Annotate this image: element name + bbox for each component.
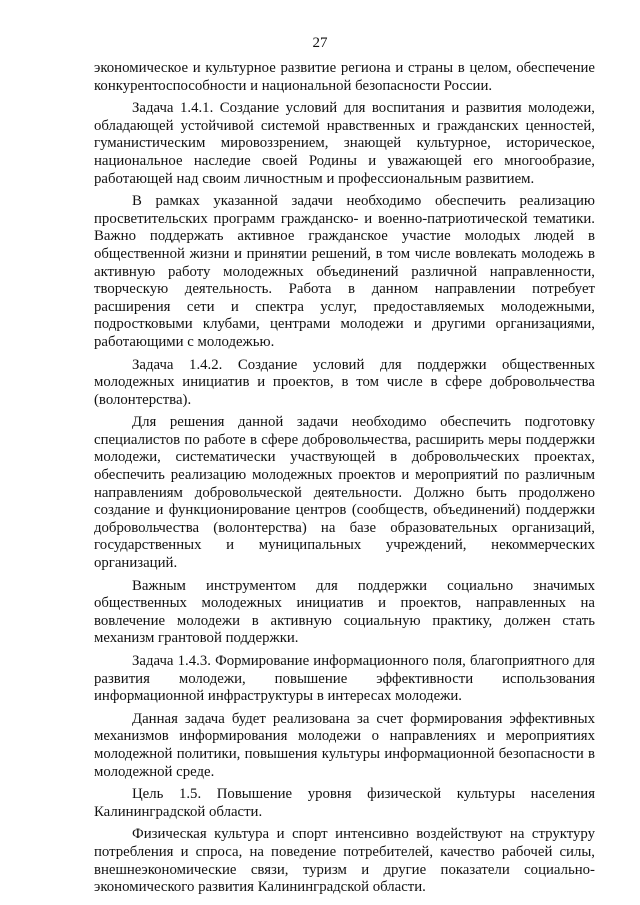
paragraph-continuation: экономическое и культурное развитие региона и страны в целом, обеспечение конкурентоспособности и национальной безопасности России. [94, 60, 595, 94]
page-number: 27 [312, 35, 328, 51]
paragraph-task-1-4-1: Задача 1.4.1. Создание условий для воспитания и развития молодежи, обладающей устойчивой системой нравственных и гражданских ценностей, гуманистическим мировоззрением, знающей культурное, историческое, национальное наследие своей Родины и уважающей его многообразие, работающей над своим личностным и профессиональным развитием. [94, 100, 595, 187]
paragraph-task-1-4-3: Задача 1.4.3. Формирование информационного поля, благоприятного для развития молодежи, повышение эффективности использования информационной инфраструктуры в интересах молодежи. [94, 653, 595, 705]
paragraph-goal-1-5: Цель 1.5. Повышение уровня физической культуры населения Калининградской области. [94, 786, 595, 820]
paragraph-task-1-4-2-details: Для решения данной задачи необходимо обеспечить подготовку специалистов по работе в сфере добровольчества, расширить меры поддержки молодежи, систематически участвующей в добровольческих проектах, обеспечить реализацию молодежных проектов и мероприятий по различным направлениям добровольческой деятельности. Должно быть продолжено создание и функционирование центров (сообществ, объединений) поддержки добровольчества (волонтерства) на базе образовательных организаций, государственных и муниципальных учреждений, некоммерческих организаций. [94, 414, 595, 572]
paragraph-task-1-4-3-details: Данная задача будет реализована за счет формирования эффективных механизмов информирования молодежи о направлениях и мероприятиях молодежной политики, повышения культуры информационной безопасности в молодежной среде. [94, 710, 595, 780]
paragraph-task-1-4-2: Задача 1.4.2. Создание условий для поддержки общественных молодежных инициатив и проектов, в том числе в сфере добровольчества (волонтерства). [94, 356, 595, 408]
paragraph-task-1-4-1-details: В рамках указанной задачи необходимо обеспечить реализацию просветительских программ гражданско- и военно-патриотической тематики. Важно поддержать активное гражданское участие молодых людей в общественной жизни и принятии решений, в том числе вовлекать молодежь в активную работу молодежных объединений различной направленности, творческую деятельность. Работа в данном направлении потребует расширения сети и спектра услуг, предоставляемых молодежными, подростковыми клубами, центрами молодежи и другими организациями, работающими с молодежью. [94, 193, 595, 350]
paragraph-grant-support: Важным инструментом для поддержки социально значимых общественных молодежных инициатив и проектов, направленных на вовлечение молодежи в активную социальную практику, должен стать механизм грантовой поддержки. [94, 577, 595, 647]
document-body [94, 60, 595, 902]
paragraph-physical-culture: Физическая культура и спорт интенсивно воздействуют на структуру потребления и спроса, на поведение потребителей, качество рабочей силы, внешнеэкономические связи, туризм и другие показатели социально-экономического развития Калининградской области. [94, 826, 595, 896]
